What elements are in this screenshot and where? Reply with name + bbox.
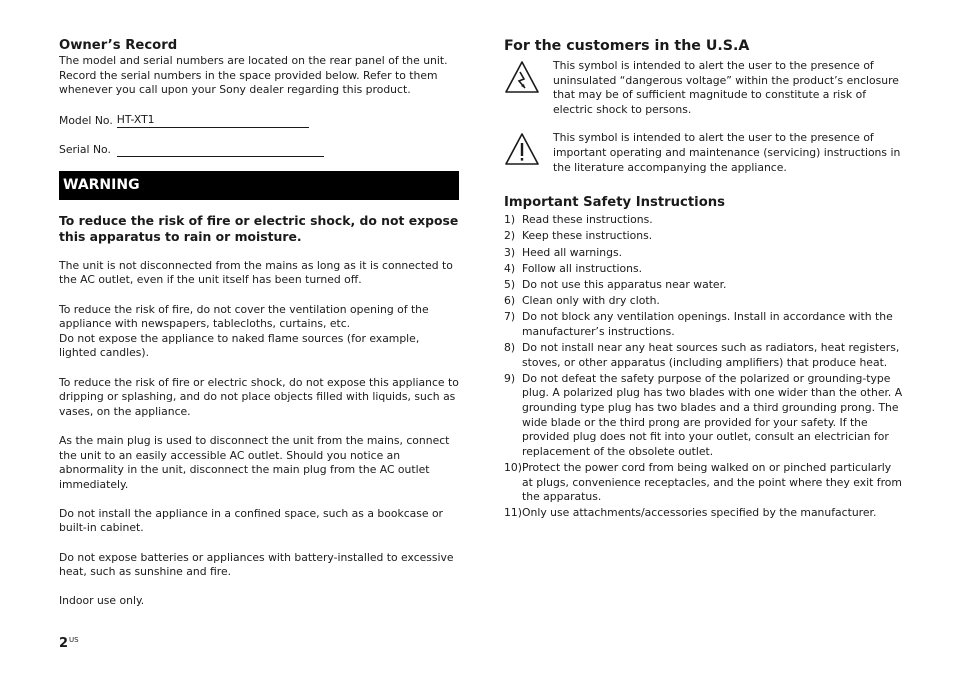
warning-paragraph: As the main plug is used to disconnect the unit from the mains, connect the unit to an easily accessible AC outlet. Should you notice an abnormality in the unit, disconnect the main plug from the AC outlet immediately. [59, 433, 450, 491]
safety-list [504, 213, 904, 521]
list-item-text: Do not block any ventilation openings. Install in accordance with the manufacturer’s instructions. [522, 310, 893, 338]
symbol-row-lightning [504, 59, 904, 117]
page-number-value: 2 [59, 636, 69, 651]
lightning-warning-icon [504, 59, 540, 99]
list-item-number: 10) [504, 461, 522, 474]
warning-paragraph: To reduce the risk of fire or electric shock, do not expose this appliance to dripping or splashing, and do not place objects filled with liquids, such as vases, on the appliance. [59, 375, 459, 418]
model-number-value: HT-XT1 [116, 112, 155, 126]
list-item-number: 4) [504, 261, 516, 275]
list-item-number: 11) [504, 506, 522, 520]
list-item-text: Follow all instructions. [522, 261, 643, 275]
lightning-symbol-text: This symbol is intended to alert the user to the presence of uninsulated “dangerous voltage” within the product’s enclosure that may be of sufficient magnitude to constitute a risk of electric shock to persons. [553, 59, 899, 116]
warning-paragraph: To reduce the risk of fire, do not cover the ventilation opening of the appliance with newspapers, tablecloths, curtains, etc. [59, 302, 429, 331]
model-number-row [59, 113, 459, 128]
list-item [504, 294, 904, 309]
list-item [504, 461, 904, 505]
list-item-text: Clean only with dry cloth. [522, 294, 660, 308]
warning-paragraph: Indoor use only. [59, 594, 145, 608]
warning-paragraph: Do not expose batteries or appliances with battery-installed to excessive heat, such as sunshine and fire. [59, 550, 454, 579]
list-item [504, 278, 904, 293]
list-item-text: Keep these instructions. [522, 229, 653, 243]
list-item-number: 7) [504, 310, 516, 324]
usa-heading: For the customers in the U.S.A [504, 38, 750, 54]
list-item-text: Only use attachments/accessories specified by the manufacturer. [522, 506, 877, 520]
list-item-number: 3) [504, 245, 516, 259]
right-column [504, 38, 904, 523]
list-item-number: 6) [504, 294, 516, 308]
warning-paragraph: Do not expose the appliance to naked flame sources (for example, lighted candles). [59, 331, 420, 360]
warning-banner: WARNING [59, 171, 459, 200]
owners-record-intro: The model and serial numbers are located on the rear panel of the unit. Record the serial numbers in the space provided below. Refer to them whenever you call upon your Sony dealer regarding this product. [59, 54, 448, 97]
symbol-row-exclamation [504, 131, 904, 175]
serial-number-row [59, 142, 459, 157]
list-item-number: 8) [504, 341, 516, 355]
list-item-text: Heed all warnings. [522, 245, 623, 259]
list-item-number: 2) [504, 229, 516, 243]
exclamation-symbol-text: This symbol is intended to alert the user to the presence of important operating and maintenance (servicing) instructions in the literature accompanying the appliance. [553, 131, 901, 174]
list-item-number: 9) [504, 371, 516, 385]
list-item [504, 246, 904, 261]
list-item [504, 372, 904, 460]
page-number-suffix: US [69, 636, 79, 644]
left-column [59, 38, 459, 609]
owners-record-heading: Owner’s Record [59, 38, 178, 53]
list-item [504, 341, 904, 370]
list-item-text: Do not use this apparatus near water. [522, 277, 727, 291]
warning-bold-statement: To reduce the risk of fire or electric shock, do not expose this apparatus to rain or moisture. [59, 212, 459, 244]
serial-number-label: Serial No. [59, 142, 111, 156]
warning-paragraph: The unit is not disconnected from the mains as long as it is connected to the AC outlet, even if the unit itself has been turned off. [59, 258, 453, 287]
list-item-number: 5) [504, 277, 516, 291]
warning-paragraph: Do not install the appliance in a confined space, such as a bookcase or built-in cabinet. [59, 506, 443, 535]
model-number-label: Model No. [59, 113, 113, 127]
safety-heading: Important Safety Instructions [504, 195, 725, 211]
list-item-text: Read these instructions. [522, 213, 653, 227]
list-item-text: Do not install near any heat sources such as radiators, heat registers, stoves, or other apparatus (including amplifiers) that produce heat. [522, 341, 900, 369]
list-item [504, 310, 904, 339]
page-number [59, 636, 79, 651]
list-item-number: 1) [504, 213, 516, 227]
serial-number-field[interactable] [117, 142, 324, 157]
exclamation-warning-icon [504, 131, 540, 171]
list-item-text: Do not defeat the safety purpose of the polarized or grounding-type plug. A polarized plug has two blades with one wider than the other. A grounding type plug has two blades and a third grounding prong. The wide blade or the third prong are provided for your safety. If the provided plug does not fit into your outlet, consult an electrician for replacement of the obsolete outlet. [522, 371, 903, 458]
list-item [504, 506, 904, 521]
list-item-text: Protect the power cord from being walked on or pinched particularly at plugs, convenience receptacles, and the point where they exit from the apparatus. [522, 461, 902, 504]
list-item [504, 229, 904, 244]
list-item [504, 262, 904, 277]
model-number-field[interactable] [117, 113, 309, 128]
list-item [504, 213, 904, 228]
